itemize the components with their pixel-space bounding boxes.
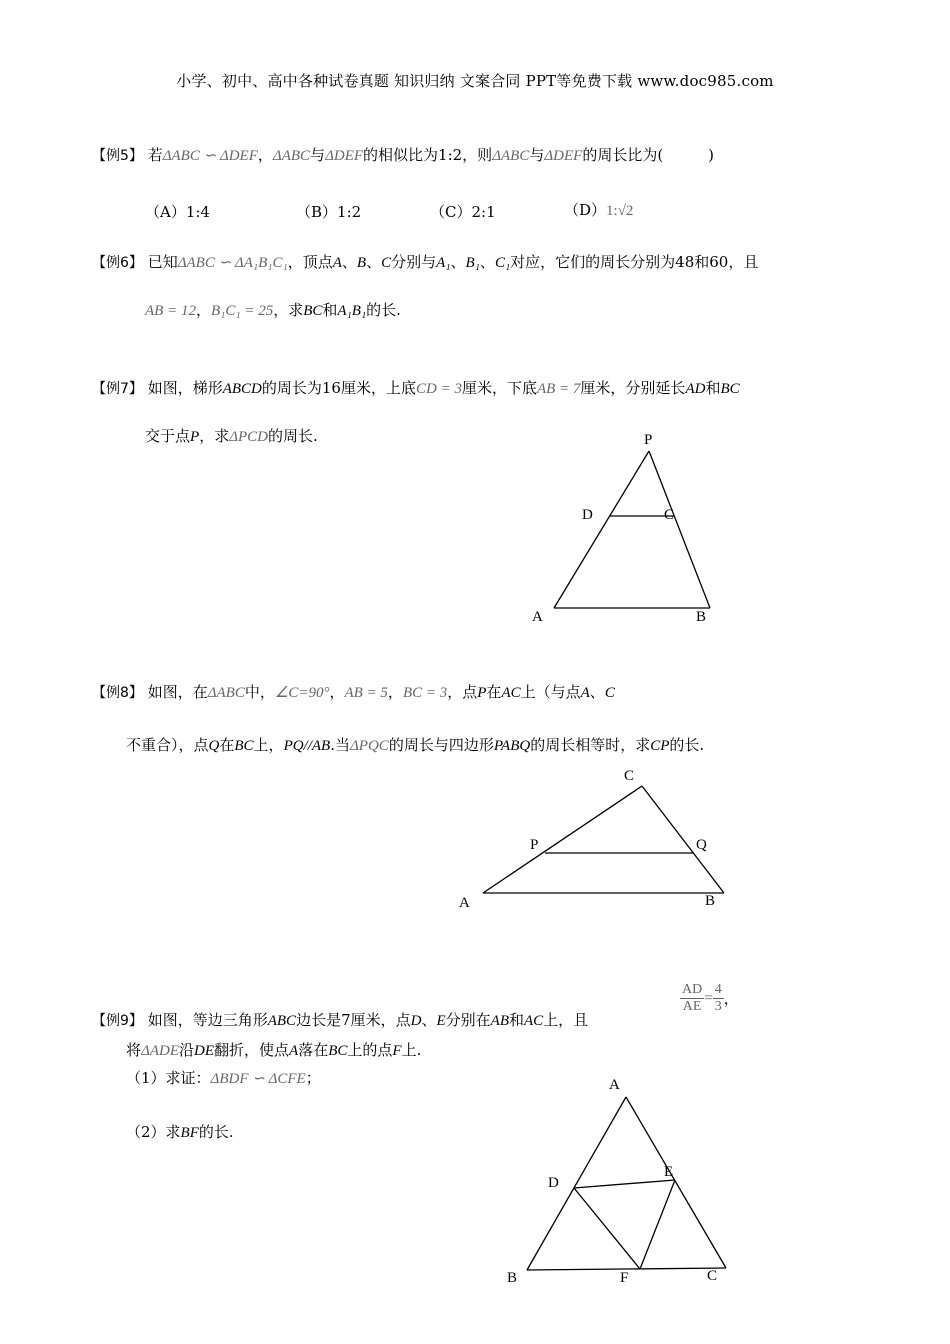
text: 不重合），点 <box>126 736 209 754</box>
var: CP <box>650 738 670 754</box>
fig7-label-a: A <box>532 609 543 625</box>
var: A₁ <box>436 255 451 271</box>
text: 的周长相等时，求 <box>530 736 651 754</box>
var: B₁ <box>465 255 480 271</box>
var: AB <box>490 1013 509 1029</box>
fig7-label-p: P <box>644 432 653 448</box>
math: ΔDEF <box>544 148 583 164</box>
text: ，求 <box>273 301 304 319</box>
text: 的周长与四边形 <box>388 736 494 754</box>
text: 上（与点 <box>520 683 581 701</box>
var: A <box>580 685 590 701</box>
equals: = <box>704 990 713 1007</box>
denominator: AE <box>682 999 702 1014</box>
var: AC <box>524 1013 544 1029</box>
var: ABCD <box>222 381 262 397</box>
var: AD <box>685 381 706 397</box>
text: 厘米，分别延长 <box>580 379 686 397</box>
page-header: 小学、初中、高中各种试卷真题 知识归纳 文案合同 PPT等免费下载 www.doc985.com <box>176 72 774 90</box>
var: PABQ <box>493 738 531 754</box>
example-8-tag: 【例8】 <box>92 685 143 701</box>
math: B₁C₁ = 25 <box>210 303 274 319</box>
fig9-label-c: C <box>707 1268 718 1284</box>
text: 上的点 <box>347 1041 393 1059</box>
text: 、 <box>366 253 382 271</box>
fig9-label-f: F <box>620 1270 629 1286</box>
text: 厘米，下底 <box>461 379 537 397</box>
text: 若 <box>147 146 163 164</box>
var: P <box>477 685 487 701</box>
text: 和 <box>322 301 338 319</box>
text: 的周长为16厘米，上底 <box>261 379 416 397</box>
text: ，顶点 <box>287 253 333 271</box>
text: 的周长. <box>268 427 318 445</box>
text: 的长. <box>669 736 705 754</box>
text: 分别与 <box>391 253 437 271</box>
text: 、 <box>589 683 605 701</box>
text: 对应，它们的周长分别为48和60，且 <box>510 253 759 271</box>
math: ΔABC <box>272 148 311 164</box>
text: 的相似比为1:2，则 <box>363 146 493 164</box>
text: 、 <box>341 253 357 271</box>
math: ΔABC <box>492 148 530 164</box>
var: P <box>190 429 200 445</box>
math: AB = 12 <box>145 303 196 319</box>
math: CD = 3 <box>415 381 462 397</box>
fig7-label-d: D <box>582 507 593 523</box>
text: 分别在 <box>445 1011 491 1029</box>
figure-ex8 <box>483 786 724 893</box>
figure-ex7 <box>554 451 710 608</box>
var: AC <box>501 685 521 701</box>
var: BC <box>234 738 254 754</box>
example-6-tag: 【例6】 <box>92 255 143 271</box>
text: 中， <box>244 683 275 701</box>
var: BC <box>720 381 740 397</box>
fig7-label-b: B <box>696 609 707 625</box>
text: 的长. <box>198 1123 234 1141</box>
text: 如图，在 <box>147 683 208 701</box>
text: 上，且 <box>543 1011 589 1029</box>
math: BC = 3 <box>402 685 448 701</box>
text: 上， <box>253 736 284 754</box>
text: 在 <box>486 683 502 701</box>
option-c: （C）2:1 <box>430 203 496 221</box>
math: ΔABC <box>207 685 245 701</box>
math: ΔPCD <box>229 429 269 445</box>
var: A <box>332 255 342 271</box>
math: ΔADE <box>141 1043 179 1059</box>
fig8-label-a: A <box>459 895 470 911</box>
text: 边长是7厘米，点 <box>296 1011 411 1029</box>
math: ΔABC ∽ ΔA₁B₁C₁ <box>177 255 288 271</box>
numerator: AD <box>682 982 703 997</box>
math: AB = 7 <box>536 381 581 397</box>
text: 已知 <box>147 253 178 271</box>
denominator: 3 <box>714 999 722 1014</box>
var: C <box>381 255 392 271</box>
fig9-label-e: E <box>664 1164 674 1180</box>
segment-ef <box>640 1180 675 1269</box>
segment-de <box>574 1180 675 1188</box>
fig8-label-b: B <box>705 893 716 909</box>
var: Q <box>208 738 220 754</box>
option-d-label: （D） <box>564 201 607 219</box>
text: 的周长比为( ) <box>582 146 715 164</box>
text: ， <box>387 683 403 701</box>
text: （1）求证： <box>126 1069 211 1087</box>
segment-ac <box>483 786 642 893</box>
math: AB = 5 <box>344 685 388 701</box>
text: （2）求 <box>126 1123 181 1141</box>
math: ΔDEF <box>325 148 364 164</box>
text: ， <box>723 989 739 1008</box>
text: 上. <box>401 1041 422 1059</box>
var: BF <box>180 1125 199 1141</box>
var: A <box>289 1043 299 1059</box>
var: PQ//AB <box>283 738 331 754</box>
text: 与 <box>310 146 326 164</box>
text: 交于点 <box>145 427 191 445</box>
text: ，点 <box>447 683 478 701</box>
var: BC <box>328 1043 348 1059</box>
math: ΔBDF ∽ ΔCFE <box>210 1071 306 1087</box>
fig9-label-a: A <box>609 1077 620 1093</box>
segment-pa <box>554 451 649 608</box>
text: ， <box>195 301 211 319</box>
fig9-label-d: D <box>548 1175 559 1191</box>
var: BC <box>303 303 323 319</box>
math: ΔPQC <box>350 738 389 754</box>
math: ΔABC ∽ ΔDEF <box>162 148 258 164</box>
var: DE <box>194 1043 214 1059</box>
example-9-tag: 【例9】 <box>92 1013 143 1029</box>
option-d-math: 1:√2 <box>606 203 634 219</box>
option-b: （B）1:2 <box>296 203 362 221</box>
var: E <box>436 1013 446 1029</box>
segment-ab <box>527 1097 626 1270</box>
text: 翻折，使点 <box>214 1041 290 1059</box>
text: ， <box>257 146 273 164</box>
numerator: 4 <box>714 982 722 997</box>
segment-cb <box>642 786 724 893</box>
fig8-label-q: Q <box>696 837 707 853</box>
text: 落在 <box>298 1041 329 1059</box>
fig8-label-p: P <box>530 837 539 853</box>
text: 将 <box>126 1041 142 1059</box>
var: ABC <box>267 1013 297 1029</box>
text: .当 <box>330 736 350 754</box>
var: B <box>356 255 367 271</box>
text: ； <box>305 1069 321 1087</box>
example-5-tag: 【例5】 <box>92 148 143 164</box>
segment-pb <box>649 451 710 608</box>
text: 如图，梯形 <box>147 379 223 397</box>
text: 沿 <box>178 1041 194 1059</box>
example-7-tag: 【例7】 <box>92 381 143 397</box>
var: D <box>410 1013 422 1029</box>
fig8-label-c: C <box>624 768 635 784</box>
text: 、 <box>479 253 495 271</box>
fig7-label-c: C <box>664 507 675 523</box>
text: ， <box>329 683 345 701</box>
text: 、 <box>421 1011 437 1029</box>
text: 的长. <box>366 301 401 319</box>
text: 如图，等边三角形 <box>147 1011 268 1029</box>
text: 与 <box>529 146 545 164</box>
text: 和 <box>508 1011 524 1029</box>
text: 在 <box>219 736 235 754</box>
var: F <box>392 1043 402 1059</box>
text: 和 <box>705 379 721 397</box>
segment-df <box>574 1188 640 1269</box>
text: 、 <box>450 253 466 271</box>
option-a: （A）1:4 <box>145 203 210 221</box>
math: ∠C=90° <box>274 685 330 701</box>
fig9-label-b: B <box>507 1270 518 1286</box>
var: A₁B₁ <box>337 303 367 319</box>
var: C₁ <box>494 255 511 271</box>
var: C <box>604 685 615 701</box>
text: ，求 <box>199 427 230 445</box>
